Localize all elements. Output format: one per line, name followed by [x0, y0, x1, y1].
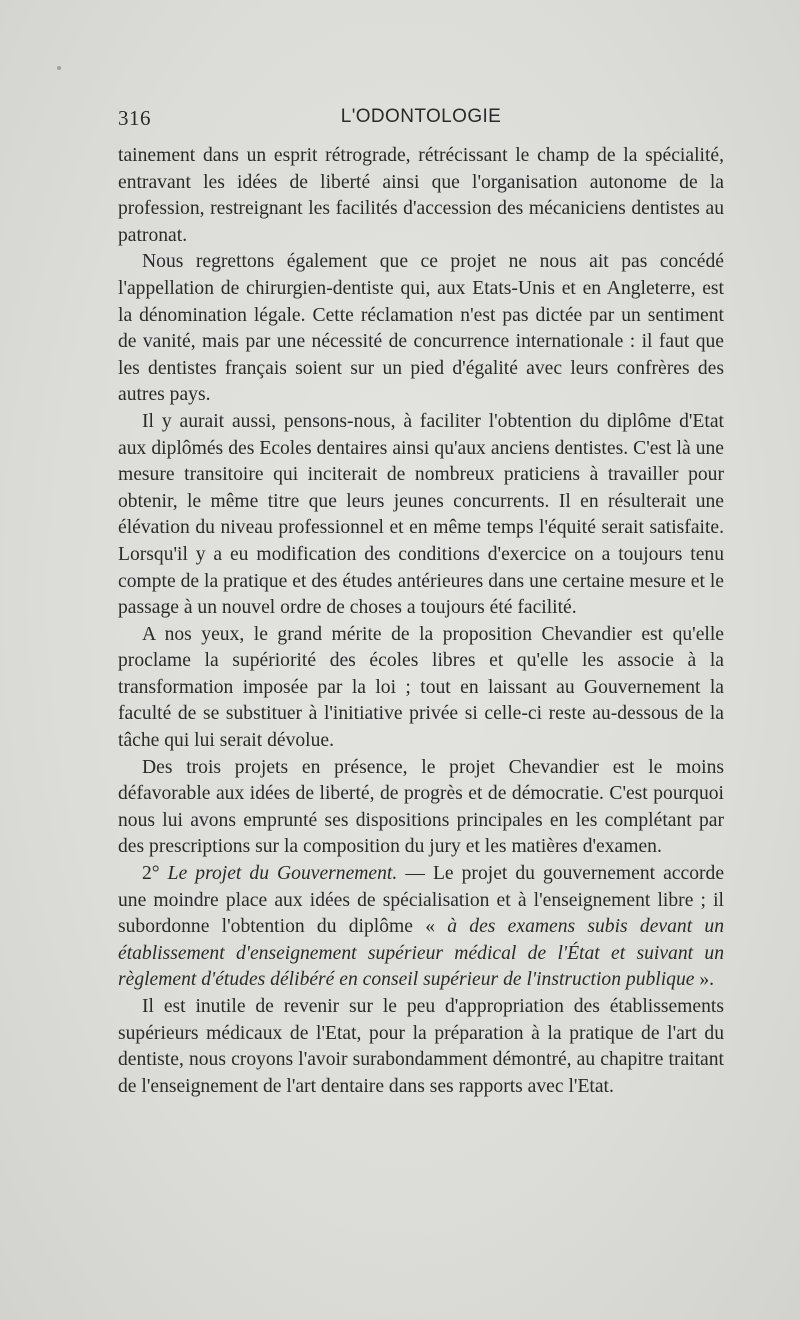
paragraph-continuation: tainement dans un esprit rétrograde, rétrécissant le champ de la spécialité, entravant les idées de liberté ainsi que l'organisation autonome de la profession, restreignant les facilités d'accession des mécaniciens dentistes au patronat.: [118, 145, 724, 246]
section-text: — Le projet du gouvernement accorde une moindre place aux idées de spécialisation et à l'enseignement libre ; il subordonne l'obtention du diplôme «: [118, 863, 725, 938]
running-title: L'ODONTOLOGIE: [340, 106, 502, 127]
paragraph-merite-chevandier: A nos yeux, le grand mérite de la proposition Chevandier est qu'elle proclame la supériorité des écoles libres et qu'elle les associe à la transformation imposée par la loi ; tout en laissant au Gouvernement la faculté de se substituer à l'initiative privée si celle-ci reste au-dessous de la tâche qui lui serait dévolue.: [118, 623, 724, 752]
paragraph-projet-gouvernement: [118, 861, 724, 994]
quote-close: ».: [694, 969, 715, 991]
paragraph-trois-projets: Des trois projets en présence, le projet Chevandier est le moins défavorable aux idées de liberté, de progrès et de démocratie. C'est pourquoi nous lui avons emprunté ses dispositions principales en les complétant par des prescriptions sur la composition du jury et les matières d'examen.: [118, 756, 724, 858]
section-number: 2°: [142, 863, 168, 885]
quoted-regulation: à des examens subis devant un établissement d'enseignement supérieur médical de l'État et suivant un règlement d'études délibéré en conseil supérieur de l'instruction publique: [118, 916, 724, 991]
body-text: [118, 143, 724, 1100]
section-title: Le projet du Gouvernement.: [167, 863, 398, 885]
paragraph-appellation: Nous regrettons également que ce projet ne nous ait pas concédé l'appellation de chirurgien-dentiste qui, aux Etats-Unis et en Angleterre, est la dénomination légale. Cette réclamation n'est pas dictée par un sentiment de vanité, mais par une nécessité de concurrence internationale : il faut que les dentistes français soient sur un pied d'égalité avec leurs confrères des autres pays.: [118, 251, 724, 406]
paragraph-conclusion: Il est inutile de revenir sur le peu d'appropriation des établissements supérieurs médicaux de l'Etat, pour la préparation à la pratique de l'art du dentiste, nous croyons l'avoir surabondamment démontré, au chapitre traitant de l'enseignement de l'art dentaire dans ses rapports avec l'Etat.: [118, 996, 724, 1097]
paragraph-diplome-etat: Il y aurait aussi, pensons-nous, à faciliter l'obtention du diplôme d'Etat aux diplômés des Ecoles dentaires ainsi qu'aux anciens dentistes. C'est là une mesure transitoire qui inciterait de nombreux praticiens à travailler pour obtenir, le même titre que leurs jeunes concurrents. Il en résulterait une élévation du niveau professionnel et en même temps l'équité serait satisfaite. Lorsqu'il y a eu modification des conditions d'exercice on a toujours tenu compte de la pratique et des études antérieures dans une certaine mesure et le passage à un nouvel ordre de choses a toujours été facilité.: [118, 410, 724, 619]
page-header: [118, 106, 724, 136]
paper-speck: [57, 66, 61, 70]
page-number: 316: [118, 106, 151, 130]
